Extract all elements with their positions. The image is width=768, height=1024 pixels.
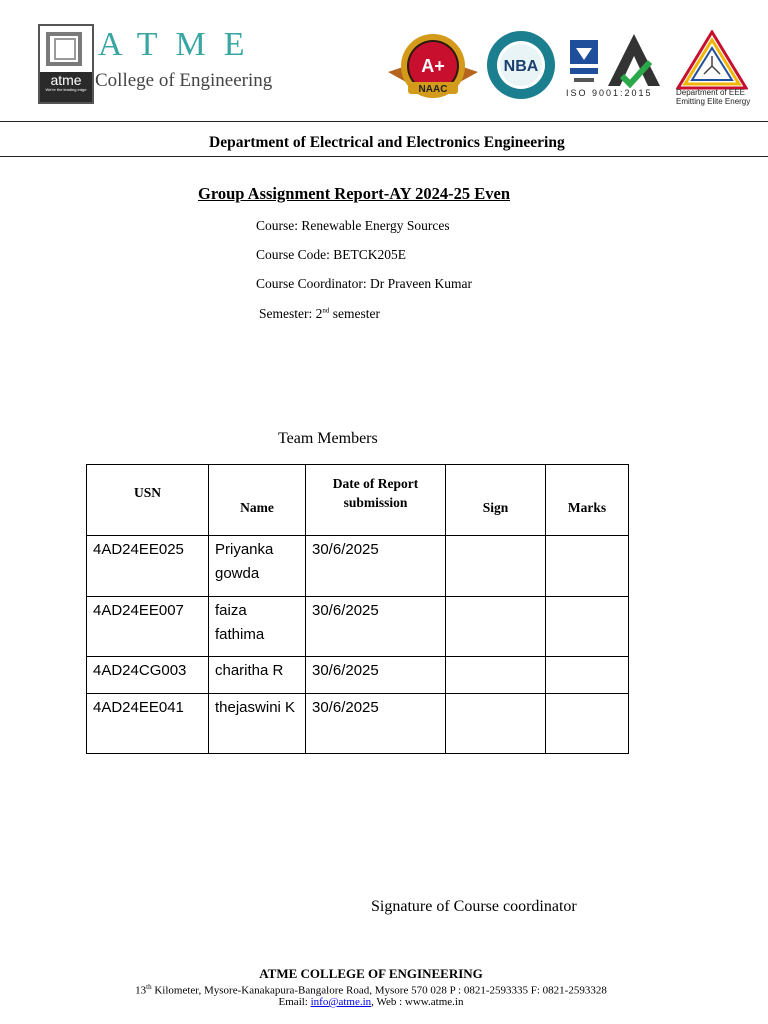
cell-sign: [446, 694, 546, 754]
iso-certification: ISO 9001:2015: [566, 88, 653, 98]
cell-marks: [546, 694, 629, 754]
eee-department-logo-icon: [676, 30, 748, 92]
course-code: Course Code: BETCK205E: [256, 247, 406, 262]
cell-name: charitha R: [209, 657, 306, 694]
email-link[interactable]: info@atme.in: [310, 996, 372, 1008]
semester: [259, 306, 380, 322]
department-title: Department of Electrical and Electronics Engineering: [209, 134, 565, 151]
course-coordinator: Course Coordinator: Dr Praveen Kumar: [256, 276, 472, 291]
nba-badge-icon: [486, 30, 556, 100]
naac-badge-icon: [384, 32, 482, 100]
cell-date: 30/6/2025: [306, 657, 446, 694]
ukas-logo-icon: [568, 40, 600, 86]
report-title: Group Assignment Report-AY 2024-25 Even: [198, 184, 510, 203]
semester-suffix: semester: [329, 306, 380, 321]
cell-name: thejaswini K: [209, 694, 306, 754]
cell-sign: [446, 657, 546, 694]
team-members-heading: Team Members: [278, 430, 378, 447]
footer-college-name: ATME COLLEGE OF ENGINEERING: [259, 966, 483, 981]
column-header-usn: USN: [87, 465, 209, 536]
cell-name: Priyanka gowda: [209, 536, 306, 597]
header-rule-top: [0, 121, 768, 122]
brand-subtitle: College of Engineering: [95, 70, 273, 91]
team-members-table: [86, 464, 629, 754]
footer-contact: Email: info@atme.in, Web : www.atme.in: [278, 996, 464, 1008]
logo-word: atme: [50, 72, 82, 88]
naac-label: NAAC: [418, 84, 448, 95]
cell-sign: [446, 597, 546, 657]
nba-label: NBA: [503, 58, 539, 75]
cell-marks: [546, 597, 629, 657]
cell-usn: 4AD24EE007: [87, 597, 209, 657]
cell-date: 30/6/2025: [306, 536, 446, 597]
table-row: [87, 657, 629, 694]
brand-name: ATME: [98, 26, 263, 63]
column-header-name: Name: [209, 465, 306, 536]
table-row: [87, 597, 629, 657]
semester-ordinal: nd: [322, 306, 330, 315]
cell-usn: 4AD24EE041: [87, 694, 209, 754]
college-logo: [38, 24, 94, 104]
column-header-date: Date of Report submission: [306, 465, 446, 536]
naac-grade: A+: [421, 56, 445, 76]
cell-sign: [446, 536, 546, 597]
cell-name: faiza fathima: [209, 597, 306, 657]
cell-date: 30/6/2025: [306, 597, 446, 657]
footer-address: 13th Kilometer, Mysore-Kanakapura-Bangalore Road, Mysore 570 028 P : 0821-2593335 F: 0821-2593328: [135, 983, 607, 997]
table-row: [87, 694, 629, 754]
cell-usn: 4AD24EE025: [87, 536, 209, 597]
course-name: Course: Renewable Energy Sources: [256, 218, 450, 233]
semester-prefix: Semester: 2: [259, 306, 323, 321]
table-row: [87, 536, 629, 597]
cell-marks: [546, 657, 629, 694]
logo-tagline: We're the leading edge: [45, 87, 87, 92]
table-header-row: [87, 465, 629, 536]
header-rule-bottom: [0, 156, 768, 157]
cell-date: 30/6/2025: [306, 694, 446, 754]
cell-marks: [546, 536, 629, 597]
aja-logo-icon: [606, 32, 662, 88]
coordinator-signature-label: Signature of Course coordinator: [371, 898, 577, 915]
cell-usn: 4AD24CG003: [87, 657, 209, 694]
eee-caption-line2: Emitting Elite Energy: [676, 97, 751, 106]
eee-caption-line1: Department of EEE: [676, 88, 745, 97]
column-header-marks: Marks: [546, 465, 629, 536]
eee-department-caption: [676, 88, 756, 106]
column-header-sign: Sign: [446, 465, 546, 536]
